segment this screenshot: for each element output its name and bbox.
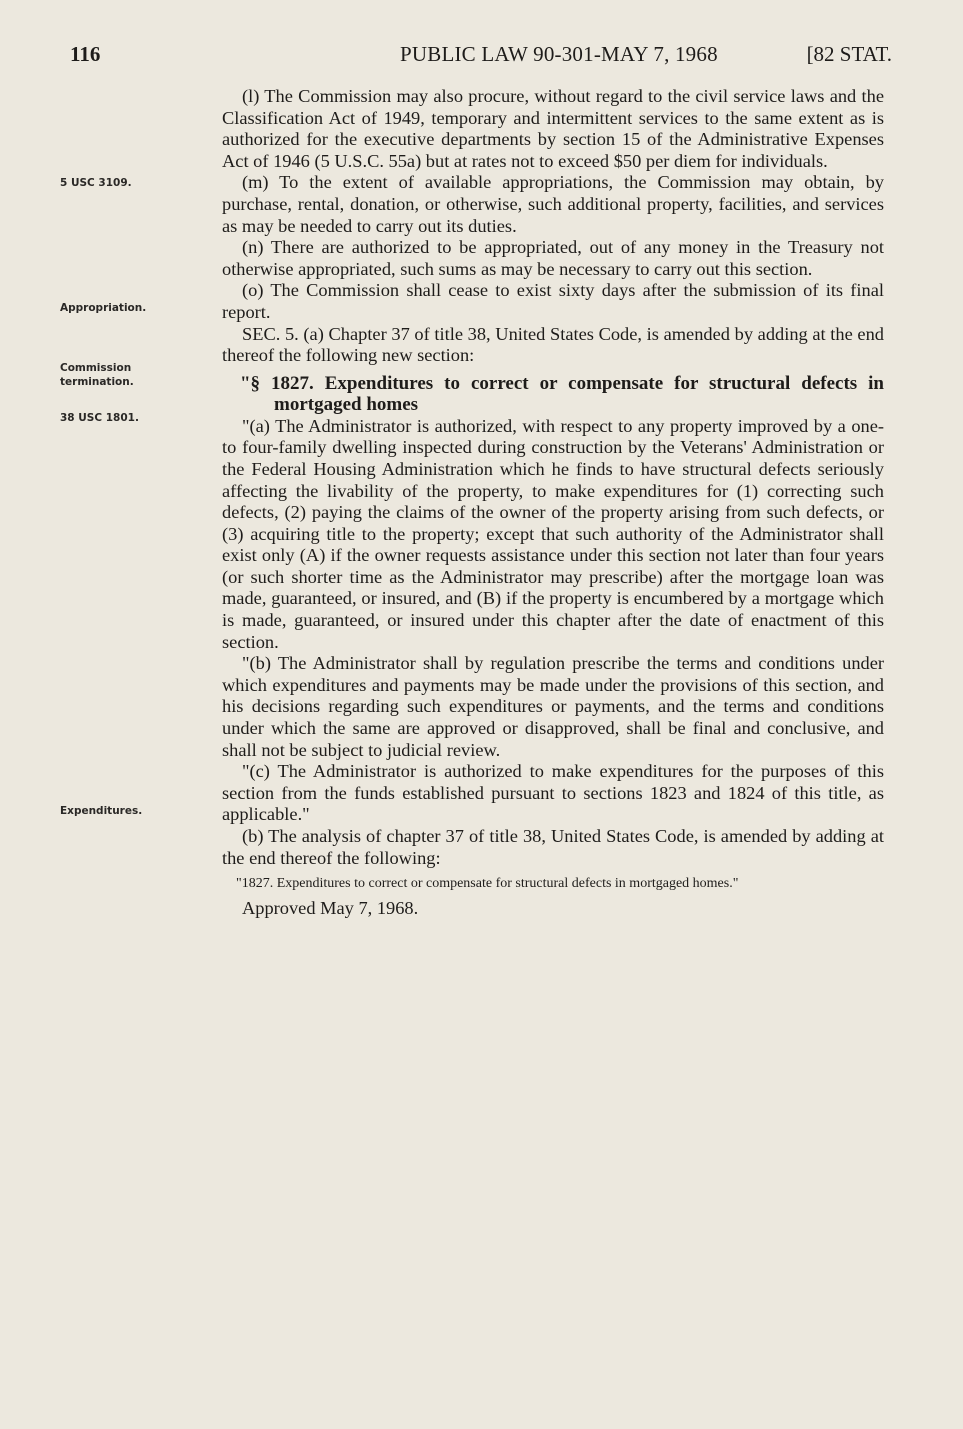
paragraph-m: (m) To the extent of available appropriations, the Commission may obtain, by purchase, rental, donation, or otherwise, such additional property, facilities, and services as may be needed to carry out its duties.	[222, 172, 884, 236]
margin-note-commission-termination: Commission termination.	[60, 362, 134, 388]
paragraph-a: "(a) The Administrator is authorized, with respect to any property improved by a one- to four-family dwelling inspected during construction by the Veterans' Administration or the Federal Housing Administration which he finds to have structural defects seriously affecting the livability of the property, to make expenditures for (1) correcting such defects, (2) paying the claims of the owner of the property arising from such defects, or (3) acquiring title to the property; except that such authority of the Administrator shall exist only (A) if the owner requests assistance under this section not later than four years (or such shorter time as the Administrator may prescribe) after the mortgage loan was made, guaranteed, or insured, and (B) if the property is encumbered by a mortgage which is made, guaranteed, or insured under this chapter after the date of enactment of this section.	[222, 415, 884, 652]
margin-note-expenditures: Expenditures.	[60, 805, 143, 817]
paragraph-b: "(b) The Administrator shall by regulation prescribe the terms and conditions under which expenditures and payments may be made under the provisions of this section, and his decisions regarding such expenditures or payments, and the terms and conditions under which the same are approved or disapproved, shall be final and conclusive, and shall not be subject to judicial review.	[222, 653, 884, 760]
page-number: 116	[70, 42, 101, 66]
analysis-amendment-entry: "1827. Expenditures to correct or compensate for structural defects in mortgaged homes."	[236, 876, 739, 892]
margin-note-usc-3109: 5 USC 3109.	[60, 177, 132, 189]
paragraph-c: "(c) The Administrator is authorized to make expenditures for the purposes of this section from the funds established pursuant to sections 1823 and 1824 of this title, as applicable."	[222, 761, 884, 825]
approval-date: Approved May 7, 1968.	[242, 898, 419, 919]
paragraph-n: (n) There are authorized to be appropriated, out of any money in the Treasury not otherwise appropriated, such sums as may be necessary to carry out this section.	[222, 237, 884, 279]
statute-reference: [82 STAT.	[806, 42, 892, 66]
margin-note-usc-1801: 38 USC 1801.	[60, 412, 139, 424]
law-body-text	[222, 86, 884, 920]
paragraph-l: (l) The Commission may also procure, without regard to the civil service laws and the Classification Act of 1949, temporary and intermittent services to the same extent as is authorized for the executive departments by section 15 of the Administrative Expenses Act of 1946 (5 U.S.C. 55a) but at rates not to exceed $50 per diem for individuals.	[222, 86, 884, 171]
paragraph-sec-5: SEC. 5. (a) Chapter 37 of title 38, United States Code, is amended by adding at the end thereof the following new section:	[222, 323, 884, 366]
margin-note-appropriation: Appropriation.	[60, 302, 147, 314]
page-header	[70, 38, 892, 70]
paragraph-b2: (b) The analysis of chapter 37 of title 38, United States Code, is amended by adding at the end thereof the following:	[222, 826, 884, 868]
section-heading-1827: "§ 1827. Expenditures to correct or compensate for structural defects in mortgaged homes	[240, 372, 884, 415]
paragraph-o: (o) The Commission shall cease to exist sixty days after the submission of its final report.	[222, 280, 884, 322]
running-title: PUBLIC LAW 90-301-MAY 7, 1968	[400, 42, 718, 66]
